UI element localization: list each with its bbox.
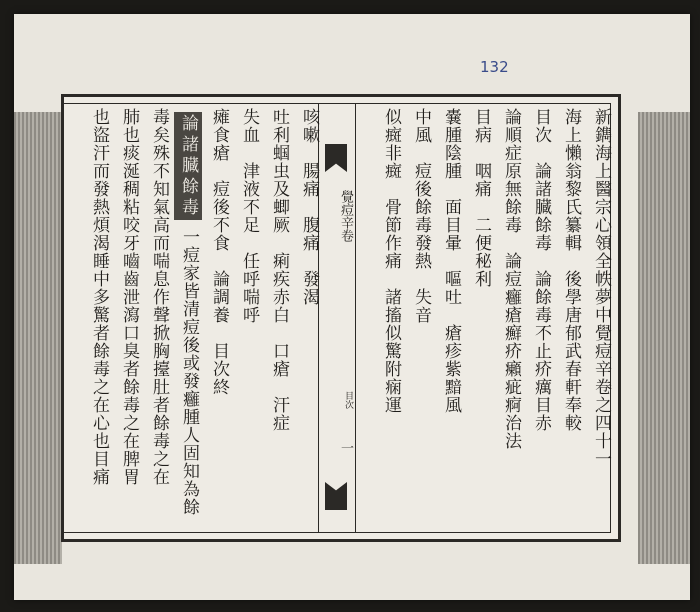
section-heading-badge: 論諸臓餘毒 xyxy=(174,112,202,220)
center-page-number: 一 xyxy=(338,440,353,454)
text-column: 似癍非癍 骨節作痛 諸搐似驚附痫運 xyxy=(381,108,401,414)
text-column: 失血 津液不足 任呼喘呼 xyxy=(239,108,259,324)
text-column: 吐利蝈虫及蝍厥 痢疾赤白 口瘡 汗症 xyxy=(269,108,289,432)
text-column: 中風 痘後餘毒發熱 失音 xyxy=(411,108,431,324)
right-edge-stack xyxy=(638,112,690,564)
text-column: 目病 咽痛 二便秘利 xyxy=(471,108,491,288)
text-column: 毒矣殊不知氣高而喘息作聲掀胸擡肚者餘毒之在 xyxy=(149,108,169,486)
fish-tail-mark-top xyxy=(325,144,347,172)
center-section-label: 目次 xyxy=(343,391,353,409)
text-column: 肺也痰涎稠粘咬牙嚙齒泄瀉口臭者餘毒之在脾胃 xyxy=(119,108,139,486)
text-column: 嚢腫陰腫 面目暈 嘔吐 瘡疹紫黯風 xyxy=(441,108,461,414)
text-column: 新鐫海上醫宗心領全帙夢中覺痘辛卷之四十一 xyxy=(591,108,611,468)
center-book-title: 覺痘辛卷 xyxy=(338,190,353,242)
text-column: 也盜汗而發熱煩渴睡中多驚者餘毒之在心也目痛 xyxy=(89,108,109,486)
fish-tail-mark-bottom xyxy=(325,482,347,510)
text-column: 目次 論諸臓餘毒 論餘毒不止疥癘目赤 xyxy=(531,108,551,432)
handwritten-folio-number: 132 xyxy=(480,58,509,76)
text-column: 瘫食瘡 痘後不食 論調養 目次終 xyxy=(209,108,229,396)
center-spine xyxy=(317,103,355,533)
text-column: 咳嗽 腸痛 腹痛 發渴 xyxy=(299,108,319,306)
text-column: 海上懶翁黎氏纂輯 後學唐郁武春軒奉較 xyxy=(561,108,581,432)
text-column: 一痘家皆清痘後或發癰腫人固知為餘 xyxy=(179,228,199,516)
text-column: 論順症原無餘毒 論痘癰瘡癬疥癩疵痾治法 xyxy=(501,108,521,450)
left-edge-stack xyxy=(14,112,62,564)
